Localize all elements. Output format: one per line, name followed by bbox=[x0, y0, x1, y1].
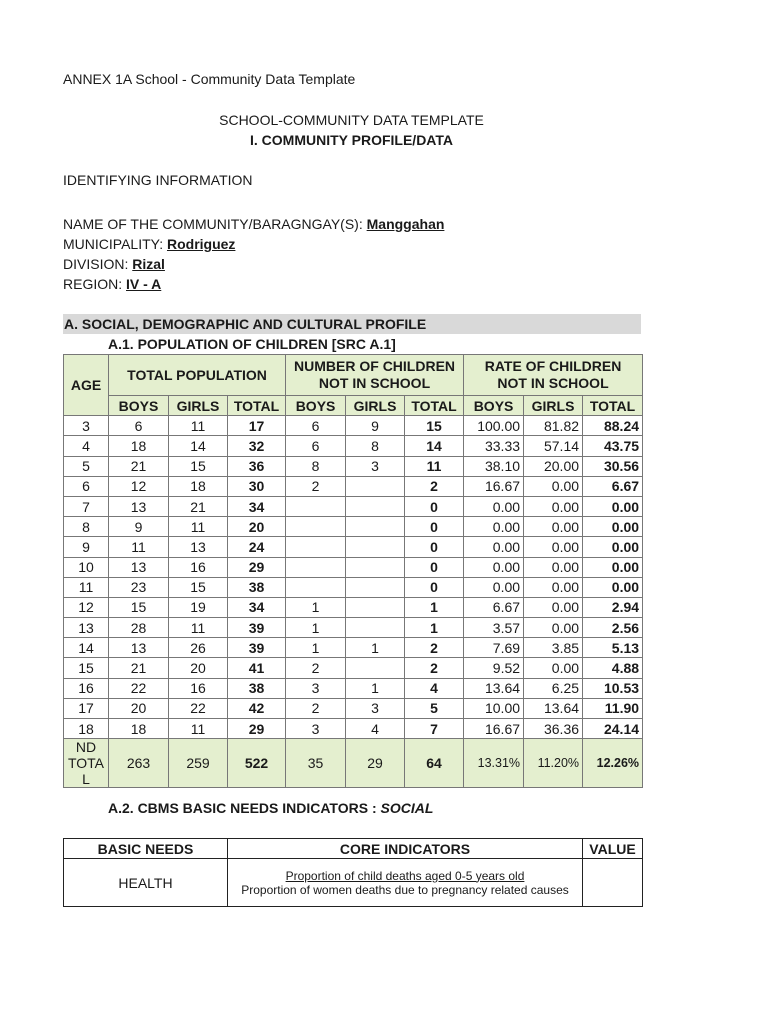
nis-girls-cell: 1 bbox=[346, 638, 405, 658]
document-title: SCHOOL-COMMUNITY DATA TEMPLATE bbox=[219, 112, 484, 128]
not-in-school-header bbox=[286, 355, 464, 396]
pop-boys-cell: 18 bbox=[109, 436, 169, 456]
boys-header: BOYS bbox=[286, 396, 346, 416]
total-pop-total: 522 bbox=[228, 739, 286, 788]
boys-header: BOYS bbox=[109, 396, 169, 416]
community-label: NAME OF THE COMMUNITY/BARAGNGAY(S): bbox=[63, 216, 363, 232]
municipality-line bbox=[63, 236, 235, 252]
girls-header: GIRLS bbox=[169, 396, 228, 416]
rate-boys-cell: 0.00 bbox=[464, 577, 524, 597]
rate-total-cell: 10.53 bbox=[583, 678, 643, 698]
age-cell: 14 bbox=[64, 638, 109, 658]
age-cell: 11 bbox=[64, 577, 109, 597]
rate-girls-cell: 0.00 bbox=[524, 537, 583, 557]
pop-boys-cell: 28 bbox=[109, 618, 169, 638]
basic-need-cell: HEALTH bbox=[64, 859, 228, 907]
rate-girls-cell: 57.14 bbox=[524, 436, 583, 456]
indicator-line-1: Proportion of child deaths aged 0-5 years old bbox=[285, 868, 525, 883]
nis-boys-cell: 8 bbox=[286, 456, 346, 476]
rate-total-cell: 11.90 bbox=[583, 698, 643, 718]
table-row bbox=[64, 436, 643, 456]
pop-boys-cell: 6 bbox=[109, 416, 169, 436]
header-row-2 bbox=[64, 396, 643, 416]
nis-total-cell: 1 bbox=[405, 618, 464, 638]
nis-boys-cell bbox=[286, 577, 346, 597]
age-cell: 6 bbox=[64, 476, 109, 496]
nis-boys-cell: 2 bbox=[286, 476, 346, 496]
pop-total-cell: 17 bbox=[228, 416, 286, 436]
value-header: VALUE bbox=[583, 839, 643, 859]
region-line bbox=[63, 276, 161, 292]
annex-title: ANNEX 1A School - Community Data Template bbox=[63, 71, 356, 87]
rate-boys-cell: 6.67 bbox=[464, 597, 524, 617]
rate-girls-cell: 6.25 bbox=[524, 678, 583, 698]
rate-total-cell: 6.67 bbox=[583, 476, 643, 496]
rate-boys-cell: 7.69 bbox=[464, 638, 524, 658]
pop-boys-cell: 21 bbox=[109, 456, 169, 476]
division-label: DIVISION: bbox=[63, 256, 129, 272]
pop-boys-cell: 22 bbox=[109, 678, 169, 698]
nis-total-cell: 0 bbox=[405, 577, 464, 597]
rate-girls-cell: 3.85 bbox=[524, 638, 583, 658]
pop-boys-cell: 12 bbox=[109, 476, 169, 496]
pop-boys-cell: 21 bbox=[109, 658, 169, 678]
rate-girls-cell: 0.00 bbox=[524, 476, 583, 496]
nis-total-cell: 15 bbox=[405, 416, 464, 436]
rate-header bbox=[464, 355, 643, 396]
pop-total-cell: 34 bbox=[228, 597, 286, 617]
pop-total-cell: 32 bbox=[228, 436, 286, 456]
region-label: REGION: bbox=[63, 276, 123, 292]
age-cell: 12 bbox=[64, 597, 109, 617]
pop-girls-cell: 11 bbox=[169, 618, 228, 638]
table-row bbox=[64, 517, 643, 537]
pop-girls-cell: 22 bbox=[169, 698, 228, 718]
table-row bbox=[64, 416, 643, 436]
total-row-label bbox=[64, 739, 109, 788]
rate-girls-cell: 0.00 bbox=[524, 597, 583, 617]
pop-girls-cell: 11 bbox=[169, 517, 228, 537]
nis-boys-cell: 3 bbox=[286, 719, 346, 739]
rate-total-cell: 88.24 bbox=[583, 416, 643, 436]
nis-girls-cell: 8 bbox=[346, 436, 405, 456]
nis-boys-cell: 2 bbox=[286, 658, 346, 678]
rate-boys-cell: 100.00 bbox=[464, 416, 524, 436]
nis-boys-cell bbox=[286, 496, 346, 516]
header-row-1 bbox=[64, 355, 643, 396]
nis-total-cell: 14 bbox=[405, 436, 464, 456]
rate-header-line2: NOT IN SCHOOL bbox=[497, 375, 609, 391]
section-a2-italic: SOCIAL bbox=[380, 800, 434, 816]
rate-boys-cell: 13.64 bbox=[464, 678, 524, 698]
total-row-label-line2: L bbox=[82, 771, 90, 788]
identifying-heading: IDENTIFYING INFORMATION bbox=[63, 172, 253, 188]
nis-girls-cell bbox=[346, 577, 405, 597]
rate-girls-cell: 36.36 bbox=[524, 719, 583, 739]
age-cell: 13 bbox=[64, 618, 109, 638]
nis-boys-cell: 6 bbox=[286, 416, 346, 436]
table-row bbox=[64, 698, 643, 718]
section-a2-title bbox=[108, 800, 433, 816]
nis-boys-cell: 6 bbox=[286, 436, 346, 456]
pop-girls-cell: 20 bbox=[169, 658, 228, 678]
core-indicators-cell bbox=[228, 859, 583, 907]
nis-girls-cell bbox=[346, 496, 405, 516]
age-cell: 5 bbox=[64, 456, 109, 476]
pop-total-cell: 38 bbox=[228, 577, 286, 597]
rate-girls-cell: 81.82 bbox=[524, 416, 583, 436]
rate-girls-cell: 0.00 bbox=[524, 658, 583, 678]
nis-girls-cell bbox=[346, 597, 405, 617]
rate-total-cell: 30.56 bbox=[583, 456, 643, 476]
rate-boys-cell: 0.00 bbox=[464, 557, 524, 577]
table-row bbox=[64, 678, 643, 698]
pop-girls-cell: 15 bbox=[169, 577, 228, 597]
community-value: Manggahan bbox=[366, 216, 445, 232]
rate-boys-cell: 3.57 bbox=[464, 618, 524, 638]
total-population-header: TOTAL POPULATION bbox=[109, 355, 286, 396]
nis-girls-cell bbox=[346, 618, 405, 638]
total-header: TOTAL bbox=[405, 396, 464, 416]
pop-boys-cell: 13 bbox=[109, 496, 169, 516]
pop-boys-cell: 9 bbox=[109, 517, 169, 537]
not-in-school-header-line2: NOT IN SCHOOL bbox=[318, 375, 431, 391]
rate-boys-cell: 0.00 bbox=[464, 517, 524, 537]
nis-girls-cell: 9 bbox=[346, 416, 405, 436]
total-pop-boys: 263 bbox=[109, 739, 169, 788]
total-row bbox=[64, 739, 643, 788]
girls-header: GIRLS bbox=[346, 396, 405, 416]
total-rate-boys: 13.31% bbox=[464, 739, 524, 788]
table-row bbox=[64, 456, 643, 476]
nis-total-cell: 0 bbox=[405, 517, 464, 537]
table-row bbox=[64, 537, 643, 557]
nis-girls-cell: 3 bbox=[346, 456, 405, 476]
pop-girls-cell: 11 bbox=[169, 719, 228, 739]
section-a2-label: A.2. CBMS BASIC NEEDS INDICATORS : bbox=[108, 800, 381, 816]
age-cell: 17 bbox=[64, 698, 109, 718]
pop-total-cell: 34 bbox=[228, 496, 286, 516]
pop-girls-cell: 16 bbox=[169, 557, 228, 577]
population-table bbox=[63, 354, 643, 788]
table-row bbox=[64, 496, 643, 516]
nis-boys-cell bbox=[286, 517, 346, 537]
nis-boys-cell bbox=[286, 537, 346, 557]
rate-boys-cell: 0.00 bbox=[464, 496, 524, 516]
nis-total-cell: 7 bbox=[405, 719, 464, 739]
pop-girls-cell: 19 bbox=[169, 597, 228, 617]
total-rate-total: 12.26% bbox=[583, 739, 643, 788]
pop-total-cell: 42 bbox=[228, 698, 286, 718]
core-indicators-header: CORE INDICATORS bbox=[228, 839, 583, 859]
age-cell: 15 bbox=[64, 658, 109, 678]
total-nis-total: 64 bbox=[405, 739, 464, 788]
pop-total-cell: 41 bbox=[228, 658, 286, 678]
rate-girls-cell: 0.00 bbox=[524, 618, 583, 638]
rate-girls-cell: 0.00 bbox=[524, 517, 583, 537]
total-header: TOTAL bbox=[583, 396, 643, 416]
table-row bbox=[64, 618, 643, 638]
rate-total-cell: 2.94 bbox=[583, 597, 643, 617]
rate-girls-cell: 0.00 bbox=[524, 496, 583, 516]
table-row bbox=[64, 476, 643, 496]
region-value: IV - A bbox=[126, 276, 162, 292]
age-cell: 3 bbox=[64, 416, 109, 436]
total-row-label-line1: TOTA bbox=[67, 755, 105, 772]
nis-total-cell: 2 bbox=[405, 638, 464, 658]
needs-header-row bbox=[64, 839, 643, 859]
nis-total-cell: 2 bbox=[405, 658, 464, 678]
pop-girls-cell: 11 bbox=[169, 416, 228, 436]
total-rate-girls: 11.20% bbox=[524, 739, 583, 788]
rate-total-cell: 0.00 bbox=[583, 496, 643, 516]
girls-header: GIRLS bbox=[524, 396, 583, 416]
rate-girls-cell: 13.64 bbox=[524, 698, 583, 718]
table-row bbox=[64, 719, 643, 739]
rate-girls-cell: 0.00 bbox=[524, 557, 583, 577]
nis-girls-cell: 1 bbox=[346, 678, 405, 698]
needs-row-health bbox=[64, 859, 643, 907]
table-row bbox=[64, 658, 643, 678]
nis-total-cell: 4 bbox=[405, 678, 464, 698]
not-in-school-header-line1: NUMBER OF CHILDREN bbox=[294, 358, 456, 374]
age-cell: 8 bbox=[64, 517, 109, 537]
nis-total-cell: 1 bbox=[405, 597, 464, 617]
nis-girls-cell bbox=[346, 557, 405, 577]
rate-boys-cell: 16.67 bbox=[464, 719, 524, 739]
nis-girls-cell bbox=[346, 537, 405, 557]
pop-total-cell: 39 bbox=[228, 618, 286, 638]
nis-girls-cell bbox=[346, 658, 405, 678]
rate-boys-cell: 10.00 bbox=[464, 698, 524, 718]
nis-total-cell: 0 bbox=[405, 537, 464, 557]
rate-total-cell: 0.00 bbox=[583, 537, 643, 557]
community-line bbox=[63, 216, 444, 232]
indicator-line-2: Proportion of women deaths due to pregnancy related causes bbox=[241, 882, 569, 897]
age-header: AGE bbox=[64, 355, 109, 416]
rate-total-cell: 4.88 bbox=[583, 658, 643, 678]
pop-girls-cell: 18 bbox=[169, 476, 228, 496]
table-row bbox=[64, 557, 643, 577]
value-cell bbox=[583, 859, 643, 907]
nis-girls-cell bbox=[346, 517, 405, 537]
rate-total-cell: 0.00 bbox=[583, 577, 643, 597]
document-subtitle: I. COMMUNITY PROFILE/DATA bbox=[250, 132, 453, 148]
age-cell: 9 bbox=[64, 537, 109, 557]
basic-needs-table bbox=[63, 838, 643, 907]
nis-total-cell: 2 bbox=[405, 476, 464, 496]
pop-total-cell: 29 bbox=[228, 719, 286, 739]
pop-total-cell: 30 bbox=[228, 476, 286, 496]
age-cell: 16 bbox=[64, 678, 109, 698]
nis-girls-cell: 3 bbox=[346, 698, 405, 718]
table-row bbox=[64, 577, 643, 597]
pop-total-cell: 20 bbox=[228, 517, 286, 537]
table-row bbox=[64, 597, 643, 617]
pop-total-cell: 39 bbox=[228, 638, 286, 658]
total-header: TOTAL bbox=[228, 396, 286, 416]
pop-boys-cell: 11 bbox=[109, 537, 169, 557]
rate-total-cell: 5.13 bbox=[583, 638, 643, 658]
rate-boys-cell: 33.33 bbox=[464, 436, 524, 456]
table-row bbox=[64, 638, 643, 658]
total-nis-girls: 29 bbox=[346, 739, 405, 788]
age-cell: 10 bbox=[64, 557, 109, 577]
nis-total-cell: 0 bbox=[405, 557, 464, 577]
rate-girls-cell: 20.00 bbox=[524, 456, 583, 476]
rate-girls-cell: 0.00 bbox=[524, 577, 583, 597]
rate-total-cell: 0.00 bbox=[583, 517, 643, 537]
nis-girls-cell bbox=[346, 476, 405, 496]
pop-girls-cell: 21 bbox=[169, 496, 228, 516]
rate-boys-cell: 9.52 bbox=[464, 658, 524, 678]
rate-boys-cell: 16.67 bbox=[464, 476, 524, 496]
nis-boys-cell: 2 bbox=[286, 698, 346, 718]
age-cell: 4 bbox=[64, 436, 109, 456]
nis-total-cell: 0 bbox=[405, 496, 464, 516]
age-cell: 7 bbox=[64, 496, 109, 516]
rate-total-cell: 0.00 bbox=[583, 557, 643, 577]
pop-total-cell: 24 bbox=[228, 537, 286, 557]
pop-total-cell: 38 bbox=[228, 678, 286, 698]
pop-girls-cell: 14 bbox=[169, 436, 228, 456]
pop-total-cell: 29 bbox=[228, 557, 286, 577]
rate-total-cell: 43.75 bbox=[583, 436, 643, 456]
nis-total-cell: 5 bbox=[405, 698, 464, 718]
rate-total-cell: 2.56 bbox=[583, 618, 643, 638]
pop-girls-cell: 13 bbox=[169, 537, 228, 557]
pop-boys-cell: 18 bbox=[109, 719, 169, 739]
division-line bbox=[63, 256, 165, 272]
nis-boys-cell: 1 bbox=[286, 597, 346, 617]
pop-boys-cell: 23 bbox=[109, 577, 169, 597]
division-value: Rizal bbox=[132, 256, 165, 272]
nis-boys-cell: 3 bbox=[286, 678, 346, 698]
nis-boys-cell bbox=[286, 557, 346, 577]
rate-header-line1: RATE OF CHILDREN bbox=[484, 358, 622, 374]
pop-total-cell: 36 bbox=[228, 456, 286, 476]
municipality-label: MUNICIPALITY: bbox=[63, 236, 164, 252]
pop-boys-cell: 20 bbox=[109, 698, 169, 718]
age-cell: 18 bbox=[64, 719, 109, 739]
rate-boys-cell: 38.10 bbox=[464, 456, 524, 476]
municipality-value: Rodriguez bbox=[166, 236, 236, 252]
pop-girls-cell: 15 bbox=[169, 456, 228, 476]
section-a1-title: A.1. POPULATION OF CHILDREN [SRC A.1] bbox=[108, 336, 396, 352]
pop-girls-cell: 26 bbox=[169, 638, 228, 658]
section-a-title: A. SOCIAL, DEMOGRAPHIC AND CULTURAL PROFILE bbox=[64, 316, 427, 332]
total-nis-boys: 35 bbox=[286, 739, 346, 788]
rate-boys-cell: 0.00 bbox=[464, 537, 524, 557]
pop-boys-cell: 13 bbox=[109, 638, 169, 658]
basic-needs-header: BASIC NEEDS bbox=[64, 839, 228, 859]
nis-total-cell: 11 bbox=[405, 456, 464, 476]
nis-boys-cell: 1 bbox=[286, 618, 346, 638]
nis-girls-cell: 4 bbox=[346, 719, 405, 739]
total-row-label-top: ND bbox=[75, 739, 97, 756]
nis-boys-cell: 1 bbox=[286, 638, 346, 658]
boys-header: BOYS bbox=[464, 396, 524, 416]
pop-boys-cell: 13 bbox=[109, 557, 169, 577]
total-pop-girls: 259 bbox=[169, 739, 228, 788]
pop-girls-cell: 16 bbox=[169, 678, 228, 698]
rate-total-cell: 24.14 bbox=[583, 719, 643, 739]
pop-boys-cell: 15 bbox=[109, 597, 169, 617]
